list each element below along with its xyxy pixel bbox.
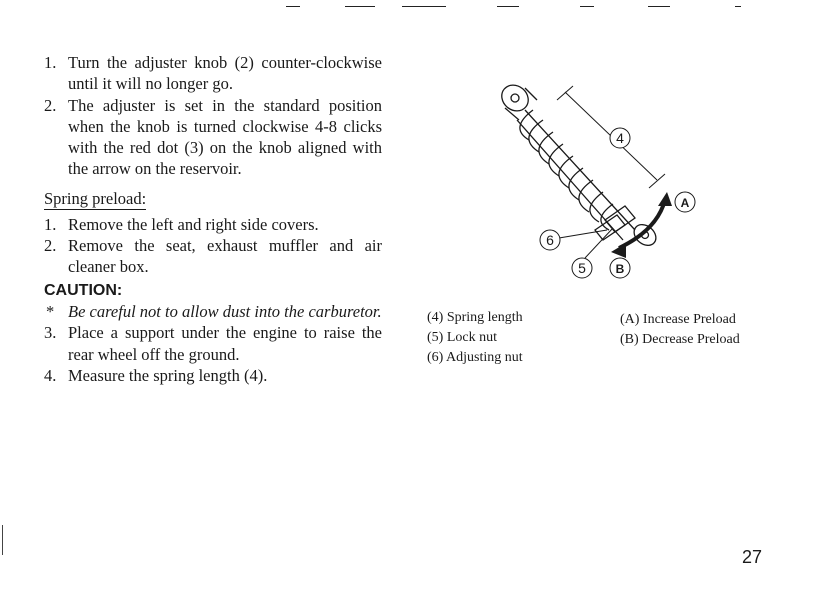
callout-a: A [680, 196, 690, 210]
upper-mount-hole [511, 94, 519, 102]
page-number: 27 [741, 547, 762, 567]
step-item [44, 214, 382, 235]
shock-absorber-illustration [495, 80, 705, 285]
step-number: 4. [44, 365, 57, 385]
caution-title: CAUTION: [44, 281, 123, 299]
legend-spring-length: (4) Spring length [427, 310, 523, 325]
callout-b: B [615, 262, 625, 276]
legend-increase-preload: (A) Increase Preload [620, 312, 736, 327]
caution-note [44, 301, 382, 322]
step-number: 1. [44, 53, 57, 72]
step-text: Place a support under the engine to raise the rear wheel off the ground. [68, 323, 382, 364]
shock-absorber-figure [495, 80, 705, 285]
legend-lock-nut: (5) Lock nut [427, 330, 497, 345]
legend-adjusting-nut: (6) Adjusting nut [427, 350, 523, 365]
increase-arrowhead [658, 192, 672, 206]
step-item [44, 95, 382, 180]
legend-decrease-preload: (B) Decrease Preload [620, 332, 740, 347]
left-column [44, 52, 382, 386]
legend-right [620, 310, 740, 350]
caution-text: Be careful not to allow dust into the carburetor. [68, 301, 382, 321]
caution-star: * [46, 301, 55, 321]
step-number: 3. [44, 323, 57, 343]
callout-6: 6 [546, 232, 554, 248]
margin-mark [2, 525, 3, 555]
step-item [44, 52, 382, 95]
callout-5: 5 [578, 260, 586, 276]
decrease-arrowhead [611, 243, 626, 258]
step-item [44, 235, 382, 278]
legend-left [427, 308, 523, 368]
step-text: Remove the seat, exhaust muffler and air cleaner box. [68, 236, 382, 277]
step-number: 2. [44, 95, 57, 115]
lower-mount-eye [630, 220, 660, 249]
upper-mount-eye [497, 80, 534, 116]
step-number: 1. [44, 214, 57, 234]
step-text: Turn the adjuster knob (2) counter-clockwise until it will no longer go. [68, 53, 382, 94]
step-item [44, 365, 382, 386]
spring-preload-heading: Spring preload: [44, 188, 147, 208]
callout-4: 4 [616, 130, 624, 146]
step-text: Remove the left and right side covers. [68, 214, 319, 234]
step-item [44, 322, 382, 365]
step-number: 2. [44, 236, 57, 256]
step-text: The adjuster is set in the standard position when the knob is turned clockwise 4-8 clicks with the red dot (3) on the knob aligned with the arrow on the reservoir. [68, 95, 382, 179]
step-text: Measure the spring length (4). [68, 365, 268, 385]
